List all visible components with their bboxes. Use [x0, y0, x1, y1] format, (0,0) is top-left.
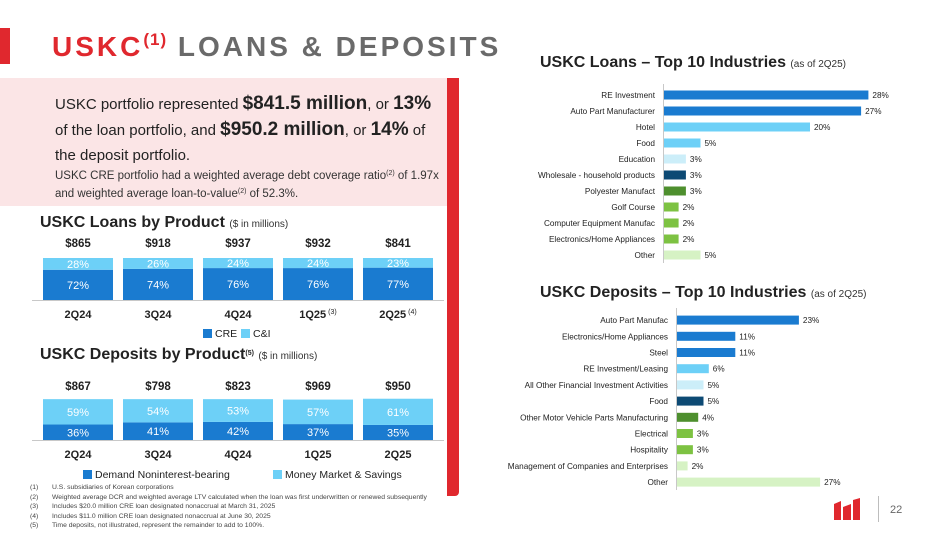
category-label: Auto Part Manufacturer [570, 107, 655, 116]
total-label: $950 [385, 381, 411, 393]
total-label: $932 [305, 238, 331, 250]
tick-label: 1Q25 $^{(3)}$ [299, 309, 337, 321]
data-label: 3% [689, 187, 702, 196]
category-label: Hotel [635, 123, 655, 132]
bar [677, 478, 820, 487]
deposits-by-product-title: USKC Deposits by Product$^{(5)}$ ($ in millions) [40, 346, 318, 363]
loans-by-product-chart [28, 230, 448, 345]
data-label: 57% [306, 406, 330, 419]
category-label: Other Motor Vehicle Parts Manufacturing [520, 413, 668, 423]
bar [677, 380, 704, 389]
category-label: Hospitality [630, 445, 668, 455]
bar [664, 155, 686, 164]
footnote: (2) Weighted average DCR and weighted average LTV calculated when the loan was first underwritten or renewed subsequently [30, 493, 427, 501]
data-label: 42% [226, 425, 250, 438]
bar [664, 203, 679, 212]
tick-label: 4Q24 [224, 449, 252, 461]
data-label: 37% [306, 427, 330, 440]
data-label: 2% [682, 219, 695, 228]
data-label: 35% [386, 427, 410, 440]
footnote: (1) U.S. subsidiaries of Korean corporations [30, 484, 174, 491]
accent-bar [447, 78, 459, 496]
deposits-by-product-chart [28, 368, 448, 482]
data-label: 5% [704, 251, 717, 260]
data-label: 77% [386, 278, 410, 291]
legend-swatch [273, 470, 282, 479]
data-label: 24% [306, 258, 330, 271]
data-label: 5% [707, 397, 720, 407]
total-label: $841 [385, 238, 411, 250]
data-label: 2% [682, 235, 695, 244]
data-label: 36% [66, 427, 90, 440]
category-label: Golf Course [611, 203, 655, 212]
tick-label: 2Q25 [384, 449, 412, 461]
bar [664, 187, 686, 196]
bar [677, 364, 709, 373]
total-label: $918 [145, 238, 171, 250]
data-label: 74% [146, 279, 170, 292]
data-label: 23% [386, 257, 410, 270]
category-label: Computer Equipment Manufac [543, 219, 655, 228]
category-label: Steel [649, 348, 668, 358]
loans-industries-chart [470, 82, 920, 264]
data-label: 3% [689, 155, 702, 164]
legend-swatch [203, 329, 212, 338]
data-label: 2% [691, 461, 704, 471]
footnote: (5) Time deposits, not illustrated, represent the remainder to add to 100%. [30, 522, 265, 530]
highlight-text: USKC portfolio represented $841.5 million, or 13% of the loan portfolio, and $950.2 million, or 14% of the deposit portfolio. [55, 93, 432, 164]
bar [677, 332, 735, 341]
data-label: 54% [146, 405, 170, 418]
data-label: 5% [707, 380, 720, 390]
category-label: Education [618, 155, 655, 164]
legend-label: CRE [215, 328, 238, 340]
tick-label: 3Q24 [144, 449, 172, 461]
page-title: USKC$^{(1)}$ LOANS & DEPOSITS [52, 30, 502, 62]
data-label: 4% [702, 413, 715, 423]
data-label: 28% [66, 258, 90, 271]
accent-tab [0, 28, 10, 64]
category-label: Wholesale - household products [538, 171, 655, 180]
bar [677, 413, 698, 422]
category-label: Electrical [634, 429, 668, 439]
data-label: 72% [66, 279, 90, 292]
category-label: Other [634, 251, 655, 260]
bar [664, 91, 868, 100]
bar [677, 461, 688, 470]
data-label: 76% [306, 279, 330, 292]
category-label: Electronics/Home Appliances [548, 235, 655, 244]
data-label: 2% [682, 203, 695, 212]
category-label: RE Investment [601, 91, 655, 100]
bar [677, 348, 735, 357]
total-label: $865 [65, 238, 91, 250]
bar [677, 445, 693, 454]
data-label: 27% [824, 478, 841, 488]
company-logo-icon [832, 498, 862, 522]
category-label: Food [649, 397, 668, 407]
category-label: Auto Part Manufac [600, 316, 668, 326]
tick-label: 2Q24 [64, 309, 92, 321]
data-label: 11% [739, 332, 756, 342]
category-label: Food [636, 139, 655, 148]
loans-industries-title: USKC Loans – Top 10 Industries (as of 2Q25) [540, 54, 847, 71]
bar [664, 123, 810, 132]
category-label: RE Investment/Leasing [583, 364, 668, 374]
page-number: 22 [890, 504, 903, 516]
total-label: $798 [145, 381, 171, 393]
bar [677, 397, 704, 406]
deposits-industries-title: USKC Deposits – Top 10 Industries (as of 2Q25) [540, 284, 867, 301]
data-label: 26% [146, 258, 170, 271]
data-label: 3% [696, 429, 709, 439]
data-label: 23% [802, 316, 820, 326]
category-label: Electronics/Home Appliances [561, 332, 668, 342]
data-label: 53% [226, 405, 250, 418]
category-label: Management of Companies and Enterprises [507, 461, 668, 471]
bar [664, 219, 679, 228]
legend-label: C&I [253, 328, 271, 340]
bar [664, 107, 861, 116]
tick-footnote: (3) [328, 309, 337, 316]
total-label: $937 [225, 238, 251, 250]
deposits-industries-chart [470, 306, 920, 490]
data-label: 20% [814, 123, 831, 132]
bar [664, 139, 701, 148]
category-label: Other [647, 478, 668, 488]
legend-label: Money Market & Savings [285, 469, 402, 481]
cre-metrics-text: USKC CRE portfolio had a weighted average debt coverage ratio$^{(2)}$ of 1.97x and weighted average loan-to-value$^{(2)}$ of 52.3%. [55, 170, 439, 200]
data-label: 41% [146, 426, 170, 439]
footnote: (3) Includes $20.0 million CRE loan designated nonaccrual at March 31, 2025 [30, 503, 276, 511]
total-label: $867 [65, 381, 91, 393]
category-label: Polyester Manufact [584, 187, 655, 196]
tick-label: 1Q25 [304, 449, 332, 461]
data-label: 61% [386, 406, 410, 419]
footnote: (4) Includes $11.0 million CRE loan designated nonaccrual at June 30, 2025 [30, 512, 271, 520]
data-label: 27% [865, 107, 882, 116]
footnotes [30, 483, 490, 531]
legend-swatch [83, 470, 92, 479]
data-label: 6% [712, 364, 725, 374]
data-label: 11% [739, 348, 756, 358]
bar [664, 235, 679, 244]
bar [677, 316, 799, 325]
bar [664, 251, 701, 260]
tick-label: 3Q24 [144, 309, 172, 321]
legend-swatch [241, 329, 250, 338]
footer-divider [878, 496, 879, 522]
bar [664, 171, 686, 180]
data-label: 59% [66, 406, 90, 419]
tick-label: 2Q25 $^{(4)}$ [379, 309, 417, 321]
data-label: 76% [226, 279, 250, 292]
data-label: 5% [704, 139, 717, 148]
tick-footnote: (4) [408, 309, 417, 316]
loans-by-product-title: USKC Loans by Product ($ in millions) [40, 214, 289, 231]
bar [677, 429, 693, 438]
total-label: $969 [305, 381, 331, 393]
total-label: $823 [225, 381, 251, 393]
tick-label: 2Q24 [64, 449, 92, 461]
legend-label: Demand Noninterest-bearing [95, 469, 230, 481]
tick-label: 4Q24 [224, 309, 252, 321]
category-label: All Other Financial Investment Activities [524, 380, 668, 390]
data-label: 28% [872, 91, 889, 100]
data-label: 3% [689, 171, 702, 180]
data-label: 24% [226, 258, 250, 271]
data-label: 3% [696, 445, 709, 455]
